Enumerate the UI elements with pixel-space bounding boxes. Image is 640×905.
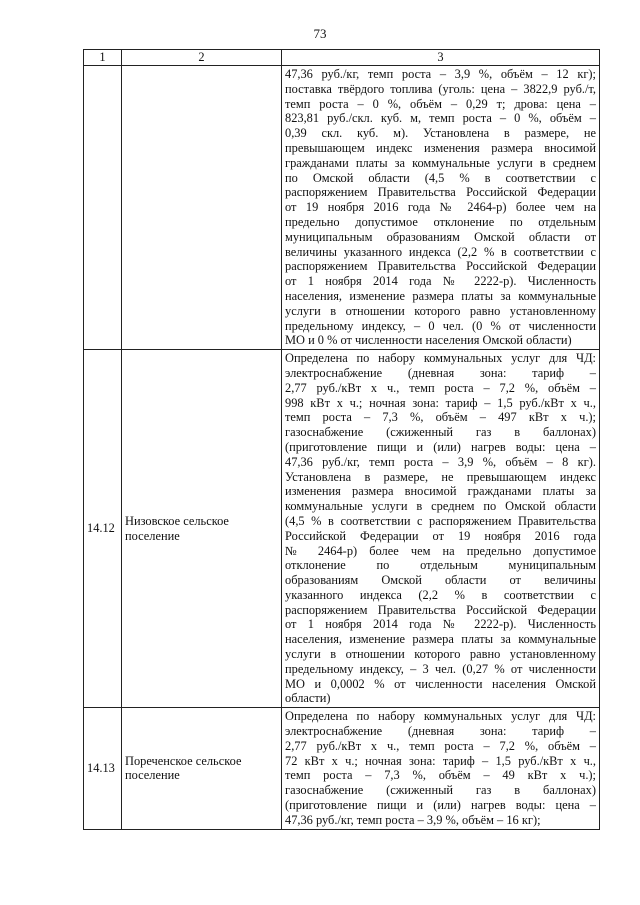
description-line: услуги в отношении которого равно установленному (285, 647, 596, 662)
description-line: темп роста – 7,3 %, объём – 49 кВт х ч.); (285, 768, 596, 783)
description-line: Определена по набору коммунальных услуг для ЧД: (285, 351, 596, 366)
description-line: услуги в отношении которого равно установленному (285, 303, 596, 318)
description-line: газоснабжение (сжиженный газ в баллонах) (285, 783, 596, 798)
settlement-name (122, 66, 282, 350)
description-line: 998 кВт х ч.; ночная зона: тариф – 1,5 руб./кВт х ч., (285, 395, 596, 410)
description-line: Установлена в размере, не превышающем индекс (285, 469, 596, 484)
description-line: 2,77 руб./кВт х ч., темп роста – 7,2 %, объём – (285, 380, 596, 395)
description-line: образованиям Омской области от величины (285, 573, 596, 588)
description-line: Определена по набору коммунальных услуг для ЧД: (285, 709, 596, 724)
description-line: 47,36 руб./кг, темп роста – 3,9 %, объём – 8 кг). (285, 454, 596, 469)
description-line: от 1 ноября 2014 года № 2222-р). Численность (285, 617, 596, 632)
settlement-name: Низовское сельское поселение (122, 350, 282, 708)
header-col-3: 3 (282, 50, 600, 66)
description-line: Российской Федерации от 19 ноября 2016 года (285, 528, 596, 543)
tariff-description (282, 350, 600, 708)
description-line: темп роста – 0 %, объём – 0,29 т; дрова: цена – (285, 96, 596, 111)
description-line: величины указанного индекса (2,2 % в соответствии с (285, 244, 596, 259)
description-line: темп роста – 7,3 %, объём – 497 кВт х ч.); (285, 410, 596, 425)
description-line: 47,36 руб./кг, темп роста – 3,9 %, объём – 16 кг); (285, 812, 541, 827)
description-line: газоснабжение (сжиженный газ в баллонах) (285, 425, 596, 440)
table-header-row (84, 50, 600, 66)
description-line: распоряжением Правительства Российской Федерации (285, 602, 596, 617)
description-line: 0,39 скл. куб. м). Установлена в размере, не (285, 126, 596, 141)
description-line: населения, изменение размера платы за коммунальные (285, 288, 596, 303)
description-line: МО и 0,0002 % от численности населения Омской (285, 676, 596, 691)
table-row (84, 350, 600, 708)
tariff-description (282, 708, 600, 829)
description-line: населения, изменение размера платы за коммунальные (285, 632, 596, 647)
description-line: по Омской области (4,5 % в соответствии с (285, 170, 596, 185)
description-line: МО и 0 % от численности населения Омской области) (285, 333, 572, 348)
row-number (84, 66, 122, 350)
tariff-description (282, 66, 600, 350)
table-row (84, 708, 600, 829)
description-line: поставка твёрдого топлива (уголь: цена – 3822,9 руб./т, (285, 81, 596, 96)
tariff-table (83, 49, 600, 830)
description-line: изменения размера вносимой гражданами платы за (285, 484, 596, 499)
description-line: (приготовление пищи и (или) нагрев воды: цена – (285, 798, 596, 813)
description-line: 72 кВт х ч.; ночная зона: тариф – 1,5 руб./кВт х ч., (285, 753, 596, 768)
description-line: указанного индекса (2,2 % в соответствии с (285, 587, 596, 602)
description-line: муниципальным образованиям Омской области от (285, 229, 596, 244)
table-row (84, 66, 600, 350)
description-line: от 19 ноября 2016 года № 2464-р) более чем на (285, 200, 596, 215)
header-col-2: 2 (122, 50, 282, 66)
header-col-1: 1 (84, 50, 122, 66)
description-line: электроснабжение (дневная зона: тариф – (285, 724, 596, 739)
description-line: предельному индексу, – 0 чел. (0 % от численности (285, 318, 596, 333)
description-line: отклонение по отдельным муниципальным (285, 558, 596, 573)
description-line: области) (285, 691, 331, 706)
description-line: распоряжением Правительства Российской Федерации (285, 259, 596, 274)
description-line: коммунальные услуги в среднем по Омской области (285, 499, 596, 514)
row-number: 14.13 (84, 708, 122, 829)
description-line: распоряжением Правительства Российской Федерации (285, 185, 596, 200)
description-line: 823,81 руб./скл. куб. м, темп роста – 0 %, объём – (285, 111, 596, 126)
description-line: (4,5 % в соответствии с распоряжением Правительства (285, 513, 596, 528)
description-line: от 1 ноября 2014 года № 2222-р). Численность (285, 274, 596, 289)
description-line: предельному индексу, – 3 чел. (0,27 % от численности (285, 661, 596, 676)
description-line: (приготовление пищи и (или) нагрев воды: цена – (285, 439, 596, 454)
settlement-name: Пореченское сельское поселение (122, 708, 282, 829)
description-line: электроснабжение (дневная зона: тариф – (285, 365, 596, 380)
row-number: 14.12 (84, 350, 122, 708)
description-line: гражданами платы за коммунальные услуги в среднем (285, 155, 596, 170)
description-line: превышающем индекс изменения размера вносимой (285, 140, 596, 155)
page-number: 73 (313, 26, 327, 41)
description-line: 47,36 руб./кг, темп роста – 3,9 %, объём – 12 кг); (285, 67, 596, 81)
description-line: предельно допустимое отклонение по отдельным (285, 214, 596, 229)
description-line: 2,77 руб./кВт х ч., темп роста – 7,2 %, объём – (285, 738, 596, 753)
description-line: № 2464-р) более чем на предельно допустимое (285, 543, 596, 558)
